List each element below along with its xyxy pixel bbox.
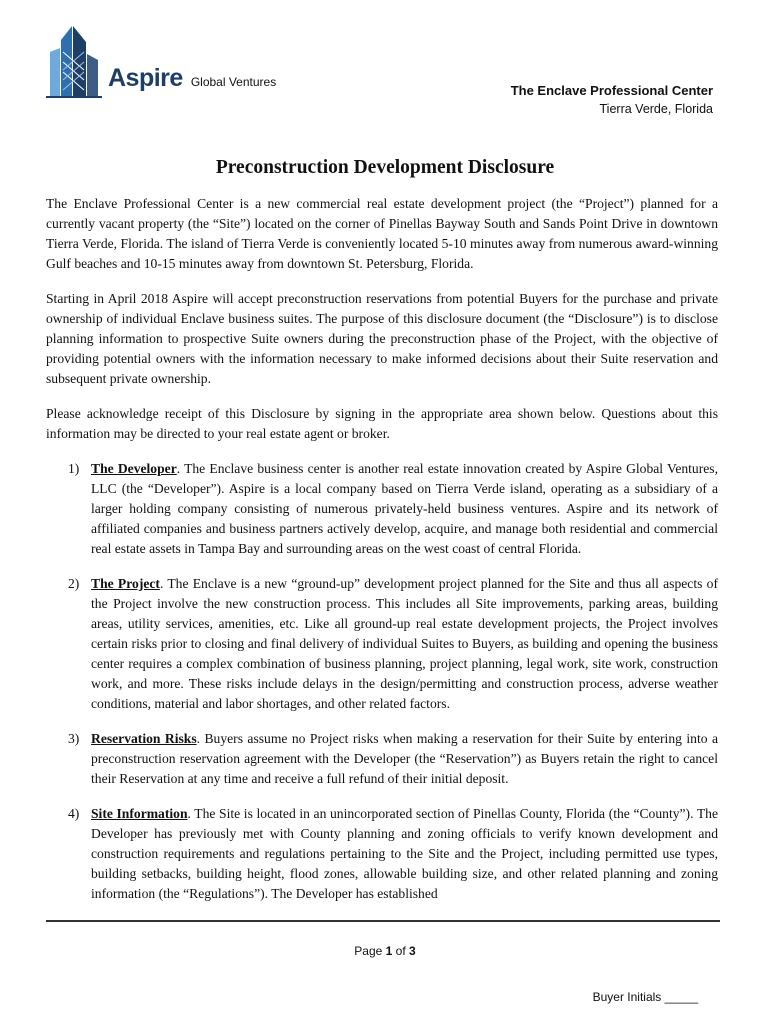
list-item: [46, 459, 718, 559]
buyer-initials: Buyer Initials _____: [592, 990, 698, 1004]
list-item-text: . The Site is located in an unincorporated section of Pinellas County, Florida (the “County”). The Developer has previously met with County planning and zoning officials to verify known development and construction requirements and regulations pertaining to the Site and the Project, including permitted use types, building setbacks, building height, flood zones, allowable building size, and other related planning and zoning information (the “Regulations”). The Developer has established: [91, 806, 718, 901]
page-number: [0, 944, 770, 958]
brand-name: Aspire: [108, 64, 183, 92]
aspire-logo-icon: [46, 22, 102, 98]
list-item: [46, 574, 718, 714]
list-item-text: . Buyers assume no Project risks when making a reservation for their Suite by entering into a preconstruction reservation agreement with the Developer (the “Reservation”) as Buyers retain the right to cancel their Reservation at any time and receive a full refund of their initial deposit.: [91, 731, 718, 786]
header-location: Tierra Verde, Florida: [599, 102, 713, 116]
list-item-heading: The Project: [91, 576, 160, 591]
brand: [108, 64, 276, 93]
header-project-block: [511, 82, 713, 118]
page-of: of: [392, 944, 410, 958]
list-item-text: . The Enclave business center is another real estate innovation created by Aspire Global Ventures, LLC (the “Developer”). Aspire is a local company based on Tierra Verde island, operating as a subsidiary of a larger holding company consisting of numerous privately-held business ventures. Aspire and its network of affiliated companies and business partners actively develop, acquire, and manage both residential and commercial real estate assets in Tampa Bay and surrounding areas on the west coast of central Florida.: [91, 461, 718, 556]
page-total: 3: [409, 944, 416, 958]
disclosure-list: [46, 459, 718, 904]
list-item: [46, 729, 718, 789]
page-current: 1: [385, 944, 393, 958]
list-item-number: 4): [68, 806, 80, 821]
intro-paragraph-1: The Enclave Professional Center is a new commercial real estate development project (the “Project”) planned for a currently vacant property (the “Site”) located on the corner of Pinellas Bayway South and Sands Point Drive in downtown Tierra Verde, Florida. The island of Tierra Verde is conveniently located 5-10 minutes away from numerous award-winning Gulf beaches and 10-15 minutes away from downtown St. Petersburg, Florida.: [46, 196, 718, 271]
list-item-heading: Reservation Risks: [91, 731, 197, 746]
header-project-title: The Enclave Professional Center: [510, 83, 713, 98]
footer-divider: [46, 920, 720, 922]
page-prefix: Page: [354, 944, 386, 958]
list-item-number: 2): [68, 576, 80, 591]
list-item-number: 3): [68, 731, 80, 746]
document-title: Preconstruction Development Disclosure: [215, 157, 555, 178]
list-item-heading: The Developer: [91, 461, 177, 476]
list-item-number: 1): [68, 461, 80, 476]
brand-subtitle: Global Ventures: [190, 75, 277, 89]
list-item-heading: Site Information: [91, 806, 188, 821]
document-body: [46, 194, 718, 919]
list-item-text: . The Enclave is a new “ground-up” development project planned for the Site and thus all aspects of the Project involve the new construction process. This includes all Site improvements, parking areas, building areas, utility services, amenities, etc. Like all ground-up real estate development projects, the Project involves certain risks prior to closing and final delivery of individual Suites to Buyers, as building and opening the business center requires a complex combination of business planning, project planning, legal work, site work, construction work, and more. These risks include delays in the design/permitting and construction process, adverse weather conditions, material and labor shortages, and other related factors.: [91, 576, 718, 711]
list-item: [46, 804, 718, 904]
intro-paragraph-2: Starting in April 2018 Aspire will accept preconstruction reservations from potential Buyers for the purchase and private ownership of individual Enclave business suites. The purpose of this disclosure document (the “Disclosure”) is to disclose planning information to prospective Suite owners during the preconstruction phase of the Project, with the objective of providing potential owners with the information necessary to make informed decisions about their Suite reservation and subsequent private ownership.: [46, 291, 718, 386]
intro-paragraph-3: Please acknowledge receipt of this Disclosure by signing in the appropriate area shown below. Questions about this information may be directed to your real estate agent or broker.: [46, 406, 718, 441]
